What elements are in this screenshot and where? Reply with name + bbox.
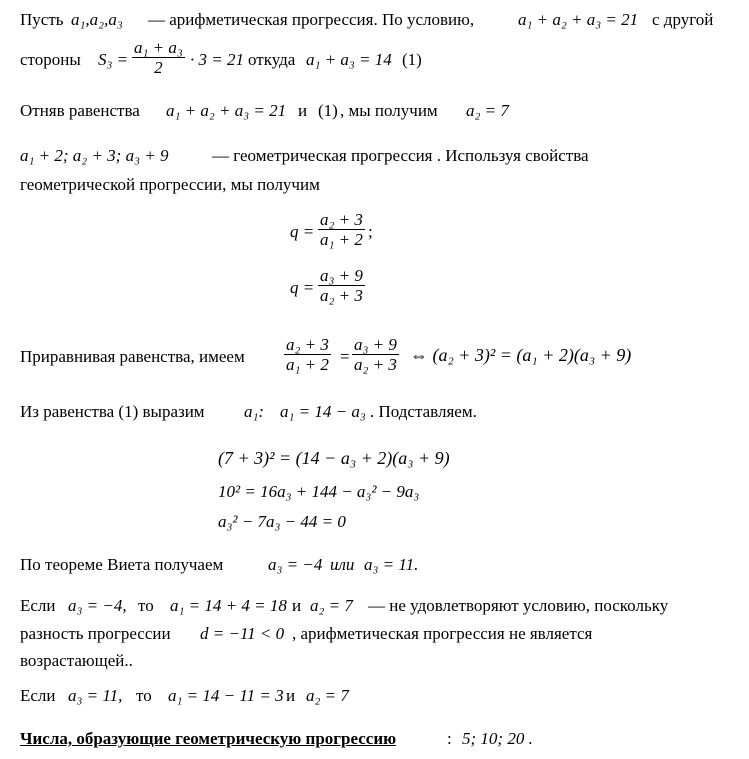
formula-q2 xyxy=(0,266,749,312)
ref-1: (1) xyxy=(318,101,338,120)
fraction-numerator: a₂ + 3 xyxy=(286,335,329,354)
math: a₁ = 14 + 4 = 18 xyxy=(170,596,287,615)
line-3 xyxy=(0,101,749,131)
text: — не удовлетворяют условию, поскольку xyxy=(368,596,669,615)
text: геометрической прогрессии, мы получим xyxy=(20,175,320,194)
fraction xyxy=(318,210,365,249)
fraction-numerator: a₁ + a₃ xyxy=(134,38,183,57)
fraction xyxy=(318,266,365,305)
fraction-denominator: a₁ + 2 xyxy=(320,230,363,249)
text: Отняв равенства xyxy=(20,101,140,120)
math: a₃ = 11. xyxy=(364,555,419,574)
math-equivalence: ⇔ (a₂ + 3)² = (a₁ + 2)(a₃ + 9) xyxy=(410,345,632,365)
math: a₂ = 7 xyxy=(466,101,509,120)
math: a₃ = −4, xyxy=(68,596,127,615)
math-sum: a₁ + a₂ + a₃ = 21 xyxy=(518,10,639,29)
text: — арифметическая прогрессия. По условию, xyxy=(148,10,475,29)
line-4 xyxy=(0,146,749,176)
text: (1) xyxy=(402,50,422,69)
line-13-answer xyxy=(0,729,749,759)
text: возрастающей.. xyxy=(20,651,133,670)
text: с другой xyxy=(652,10,714,29)
answer-values: 5; 10; 20 . xyxy=(462,729,533,748)
math: a₃ = −4 xyxy=(268,555,323,574)
math: a₂ = 7 xyxy=(306,686,349,705)
line-9 xyxy=(0,596,749,626)
fraction-numerator: a₃ + 9 xyxy=(354,335,397,354)
fraction-left xyxy=(284,335,331,374)
math: a₁ + a₃ = 14 xyxy=(306,50,392,69)
text: Из равенства (1) выразим xyxy=(20,402,205,421)
line-10 xyxy=(0,624,749,654)
line-2 xyxy=(0,38,749,86)
equation-1 xyxy=(0,448,749,478)
line-8 xyxy=(0,555,749,585)
math: a₁ = 14 − 11 = 3 xyxy=(168,686,284,705)
math: a₃ = 11, xyxy=(68,686,123,705)
fraction-right xyxy=(352,335,399,374)
answer-label: Числа, образующие геометрическую прогрессию xyxy=(20,729,397,748)
line-11 xyxy=(0,651,749,681)
math: a₃² − 7a₃ − 44 = 0 xyxy=(218,512,346,531)
text: Если xyxy=(20,596,56,615)
line-12 xyxy=(0,686,749,716)
fraction-numerator: a₂ + 3 xyxy=(320,210,363,229)
text: — геометрическая прогрессия . Используя свойства xyxy=(212,146,589,165)
fraction-denominator: a₂ + 3 xyxy=(354,355,397,374)
math-geo-seq: a₁ + 2; a₂ + 3; a₃ + 9 xyxy=(20,146,169,165)
line-1 xyxy=(0,10,749,40)
text: ; xyxy=(368,222,373,241)
text: и xyxy=(286,686,296,705)
text: Приравнивая равенства, имеем xyxy=(20,347,245,366)
math: a₂ = 7 xyxy=(310,596,353,615)
line-6 xyxy=(0,333,749,379)
math: d = −11 < 0 xyxy=(200,624,285,643)
text: Если xyxy=(20,686,56,705)
text: . Подставляем. xyxy=(370,402,477,421)
fraction-numerator: a₃ + 9 xyxy=(320,266,363,285)
fraction-denominator: a₁ + 2 xyxy=(286,355,329,374)
text: стороны xyxy=(20,50,81,69)
fraction xyxy=(132,38,185,77)
text: и xyxy=(292,596,302,615)
fraction-denominator: 2 xyxy=(154,58,163,77)
math: q = xyxy=(290,222,315,241)
fraction-denominator: a₂ + 3 xyxy=(320,286,363,305)
text: , мы получим xyxy=(340,101,438,120)
math: q = xyxy=(290,278,315,297)
equation-3 xyxy=(0,512,749,542)
math-sum: a₁ + a₂ + a₃ = 21 xyxy=(166,101,287,120)
text: разность прогрессии xyxy=(20,624,171,643)
text: откуда xyxy=(248,50,296,69)
text: , арифметическая прогрессия не является xyxy=(292,624,593,643)
math-s3: S₃ = xyxy=(98,50,129,69)
math: 10² = 16a₃ + 144 − a₃² − 9a₃ xyxy=(218,482,420,501)
text: : xyxy=(447,729,452,748)
text: и xyxy=(298,101,308,120)
text: По теореме Виета получаем xyxy=(20,555,224,574)
math: a₁ = 14 − a₃ xyxy=(280,402,366,421)
text: то xyxy=(138,596,154,615)
line-7 xyxy=(0,402,749,432)
line-5 xyxy=(0,175,749,205)
math: · 3 = 21 xyxy=(190,50,244,69)
equals: = xyxy=(340,347,350,366)
math: (7 + 3)² = (14 − a₃ + 2)(a₃ + 9) xyxy=(218,448,450,468)
math-or: или xyxy=(330,555,355,574)
math: a₁: xyxy=(244,402,265,421)
text: то xyxy=(136,686,152,705)
equation-2 xyxy=(0,482,749,512)
math-a1a2a3: a₁,a₂,a₃ xyxy=(71,10,123,29)
formula-q1 xyxy=(0,210,749,256)
text: Пусть xyxy=(20,10,64,29)
